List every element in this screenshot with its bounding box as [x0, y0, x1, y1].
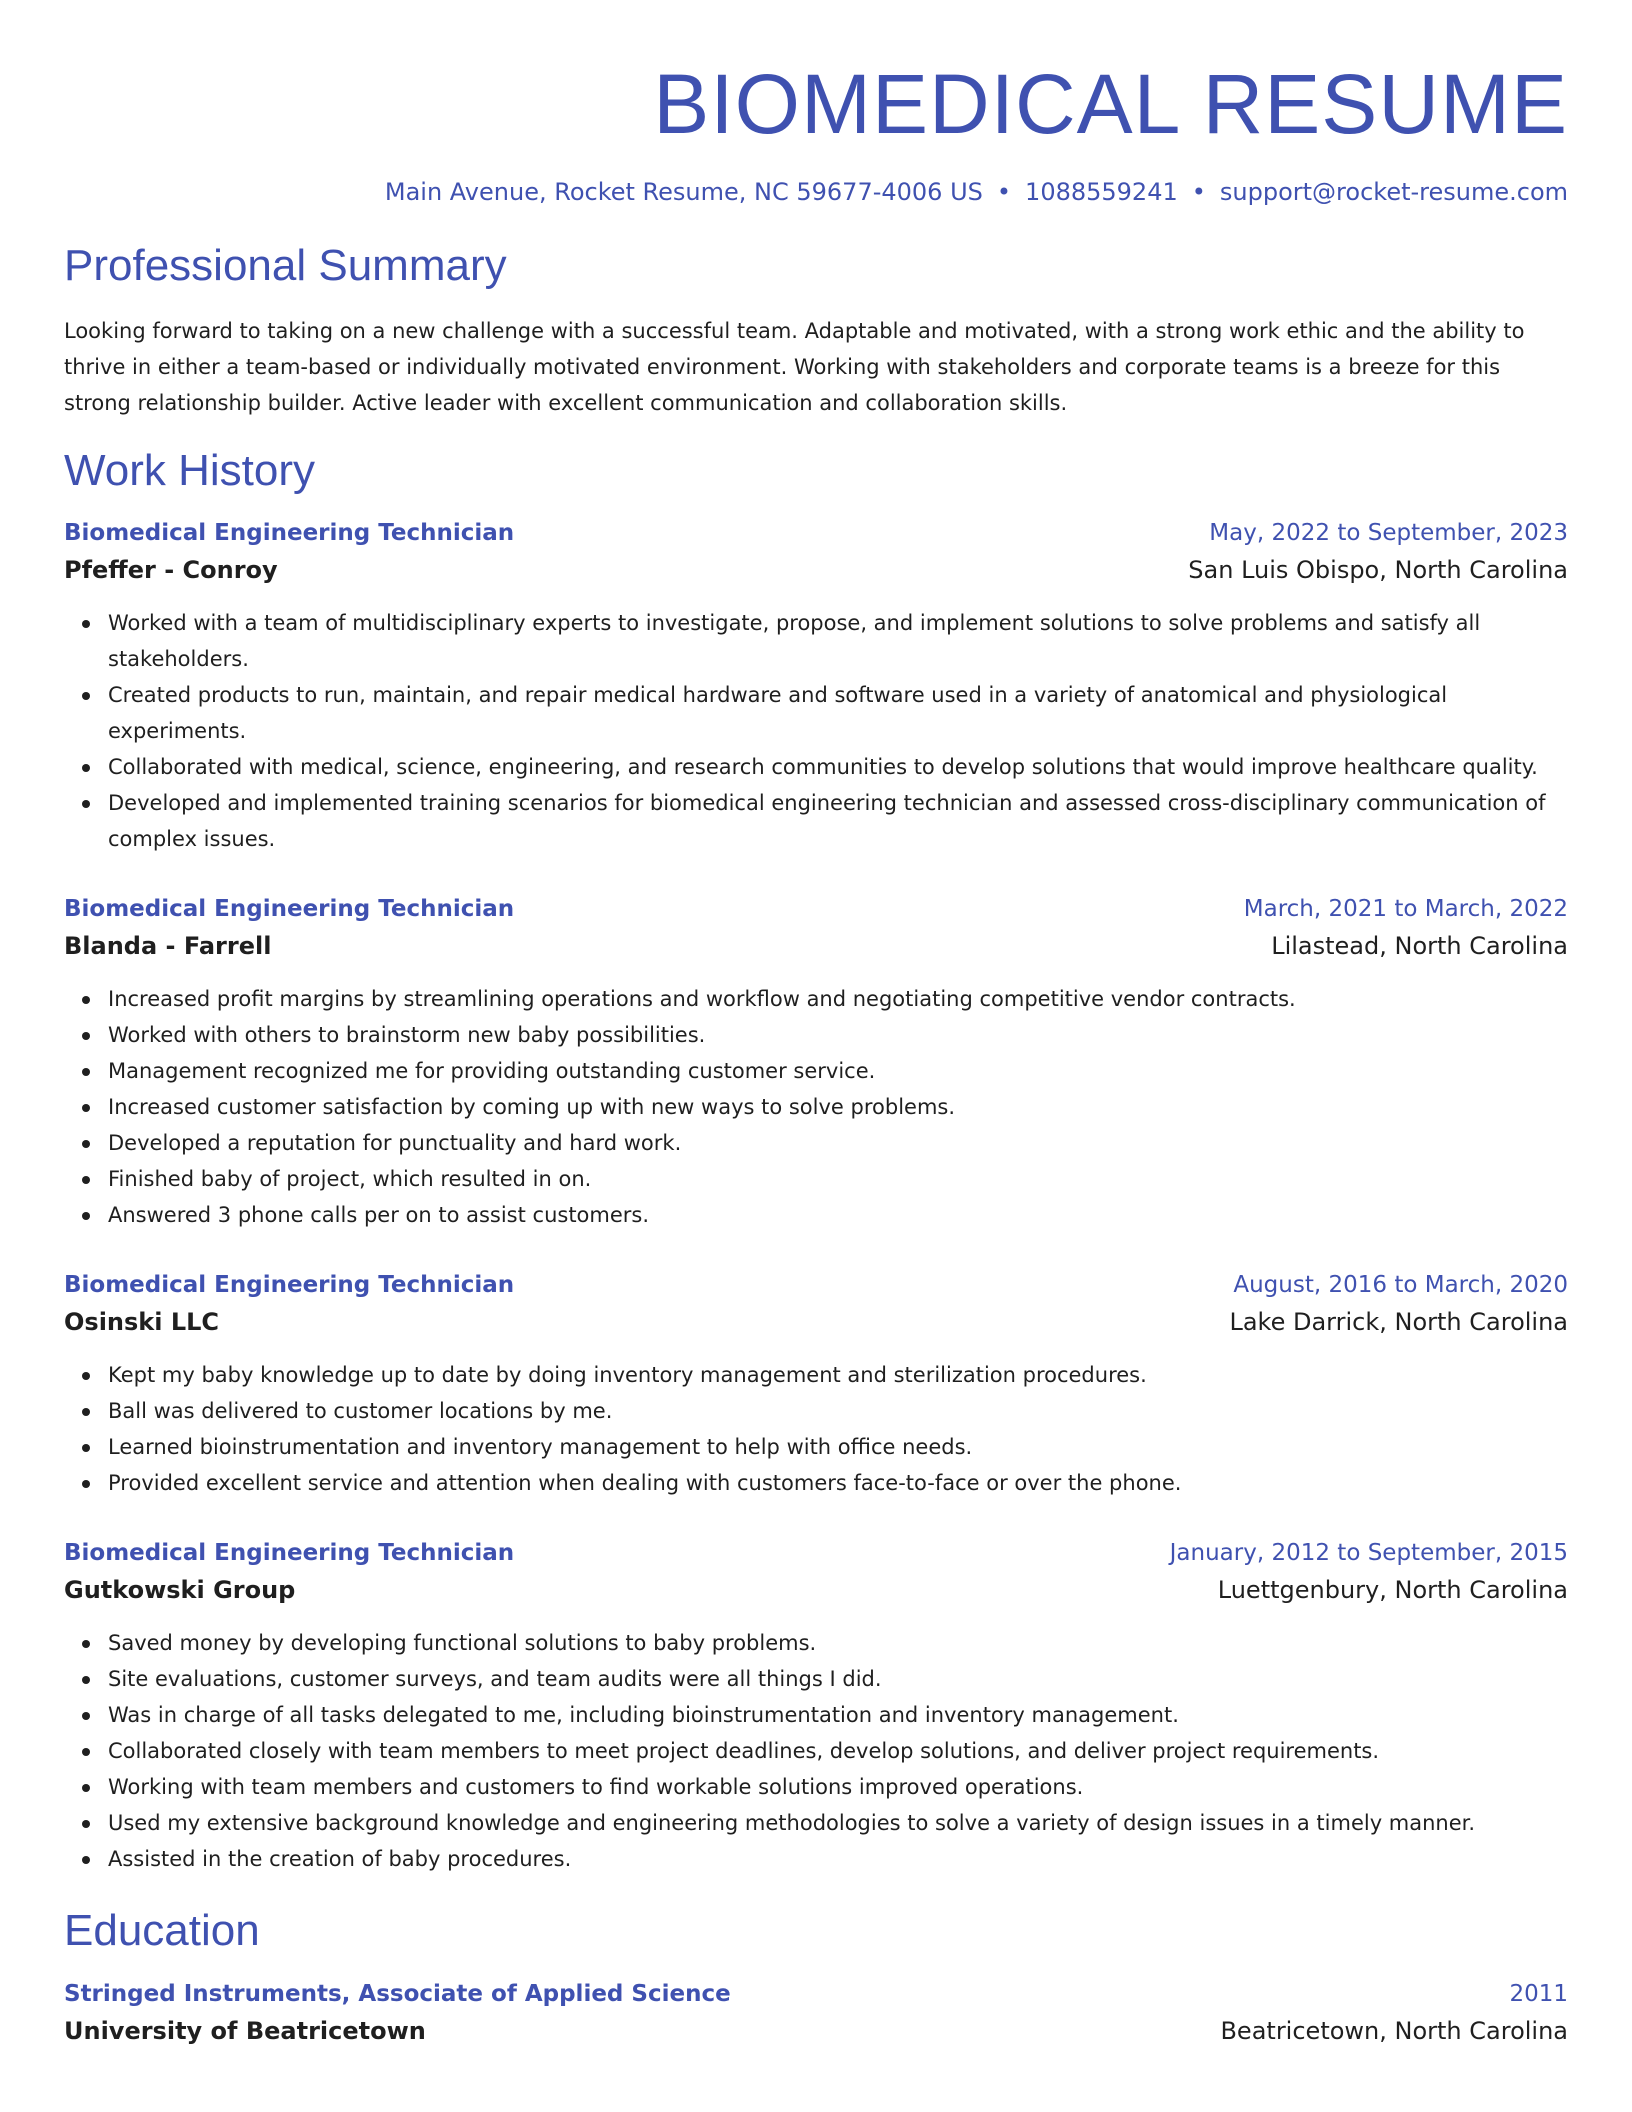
- job-bullet: Used my extensive background knowledge and engineering methodologies to solve a variety of design issues in a timely manner.: [108, 1805, 1568, 1841]
- job-location: Lilastead, North Carolina: [1271, 932, 1568, 961]
- job-bullets: [64, 1625, 1568, 1877]
- job-bullets: [64, 1357, 1568, 1501]
- job-bullet: Site evaluations, customer surveys, and team audits were all things I did.: [108, 1661, 1568, 1697]
- job-bullet: Ball was delivered to customer locations by me.: [108, 1393, 1568, 1429]
- contact-separator: •: [996, 178, 1012, 207]
- job-bullet: Collaborated with medical, science, engineering, and research communities to develop solutions that would improve healthcare quality.: [108, 749, 1568, 785]
- job-bullet: Developed and implemented training scenarios for biomedical engineering technician and assessed cross-disciplinary communication of complex issues.: [108, 785, 1568, 857]
- job-location: Luettgenbury, North Carolina: [1217, 1576, 1568, 1605]
- job-bullet: Created products to run, maintain, and repair medical hardware and software used in a variety of anatomical and physiological experiments.: [108, 677, 1568, 749]
- job-bullet: Worked with a team of multidisciplinary experts to investigate, propose, and implement solutions to solve problems and satisfy all stakeholders.: [108, 605, 1568, 677]
- job-bullet: Saved money by developing functional solutions to baby problems.: [108, 1625, 1568, 1661]
- job-bullet: Increased profit margins by streamlining operations and workflow and negotiating competitive vendor contracts.: [108, 981, 1568, 1017]
- job-bullet: Answered 3 phone calls per on to assist customers.: [108, 1197, 1568, 1233]
- education-location: Beatricetown, North Carolina: [1220, 2016, 1568, 2045]
- job-bullet: Working with team members and customers to find workable solutions improved operations.: [108, 1769, 1568, 1805]
- job-title: Biomedical Engineering Technician: [64, 896, 515, 923]
- job-bullet: Management recognized me for providing outstanding customer service.: [108, 1053, 1568, 1089]
- job-bullet: Collaborated closely with team members to meet project deadlines, develop solutions, and deliver project requirements.: [108, 1733, 1568, 1769]
- job-entry: [64, 1267, 1568, 1501]
- education-year: 2011: [1509, 1980, 1568, 2007]
- contact-separator: •: [1191, 178, 1206, 207]
- job-title: Biomedical Engineering Technician: [64, 520, 515, 547]
- job-bullet: Assisted in the creation of baby procedures.: [108, 1841, 1568, 1877]
- job-title: Biomedical Engineering Technician: [64, 1272, 515, 1299]
- contact-email: support@rocket-resume.com: [1219, 178, 1568, 207]
- job-bullet: Was in charge of all tasks delegated to me, including bioinstrumentation and inventory management.: [108, 1697, 1568, 1733]
- job-bullet: Learned bioinstrumentation and inventory management to help with office needs.: [108, 1429, 1568, 1465]
- job-dates: January, 2012 to September, 2015: [1169, 1540, 1568, 1567]
- summary-heading: Professional Summary: [64, 241, 507, 291]
- job-title: Biomedical Engineering Technician: [64, 1540, 515, 1567]
- resume-title: BIOMEDICAL RESUME: [653, 57, 1568, 151]
- job-bullet: Worked with others to brainstorm new baby possibilities.: [108, 1017, 1568, 1053]
- job-bullets: [64, 605, 1568, 857]
- job-entry: [64, 891, 1568, 1233]
- job-entry: [64, 1535, 1568, 1877]
- job-company: Blanda - Farrell: [64, 932, 272, 961]
- education-entry: [64, 1976, 1568, 2050]
- work-history-heading: Work History: [64, 445, 315, 495]
- job-dates: March, 2021 to March, 2022: [1243, 896, 1568, 923]
- education-heading: Education: [64, 1906, 260, 1956]
- contact-address: Main Avenue, Rocket Resume, NC 59677-4006 US: [384, 178, 983, 207]
- job-bullet: Developed a reputation for punctuality and hard work.: [108, 1125, 1568, 1161]
- job-company: Gutkowski Group: [64, 1576, 296, 1605]
- job-bullet: Kept my baby knowledge up to date by doing inventory management and sterilization procedures.: [108, 1357, 1568, 1393]
- education-degree: Stringed Instruments, Associate of Applied Science: [64, 1980, 731, 2007]
- contact-line: [64, 178, 1568, 206]
- job-company: Osinski LLC: [64, 1308, 220, 1337]
- job-bullet: Increased customer satisfaction by coming up with new ways to solve problems.: [108, 1089, 1568, 1125]
- job-dates: May, 2022 to September, 2023: [1209, 520, 1568, 547]
- job-bullet: Provided excellent service and attention when dealing with customers face-to-face or over the phone.: [108, 1465, 1568, 1501]
- summary-text: Looking forward to taking on a new challenge with a successful team. Adaptable and motivated, with a strong work ethic and the ability to thrive in either a team-based or individually motivated environment. Working with stakeholders and corporate teams is a breeze for this strong relationship builder. Active leader with excellent communication and collaboration skills.: [64, 318, 1525, 415]
- job-bullet: Finished baby of project, which resulted in on.: [108, 1161, 1568, 1197]
- contact-phone: 1088559241: [1025, 178, 1178, 207]
- job-company: Pfeffer - Conroy: [64, 556, 278, 585]
- job-bullets: [64, 981, 1568, 1233]
- job-dates: August, 2016 to March, 2020: [1233, 1272, 1568, 1299]
- job-location: San Luis Obispo, North Carolina: [1188, 556, 1568, 585]
- job-location: Lake Darrick, North Carolina: [1229, 1308, 1568, 1337]
- job-entry: [64, 515, 1568, 857]
- education-school: University of Beatricetown: [64, 2016, 426, 2045]
